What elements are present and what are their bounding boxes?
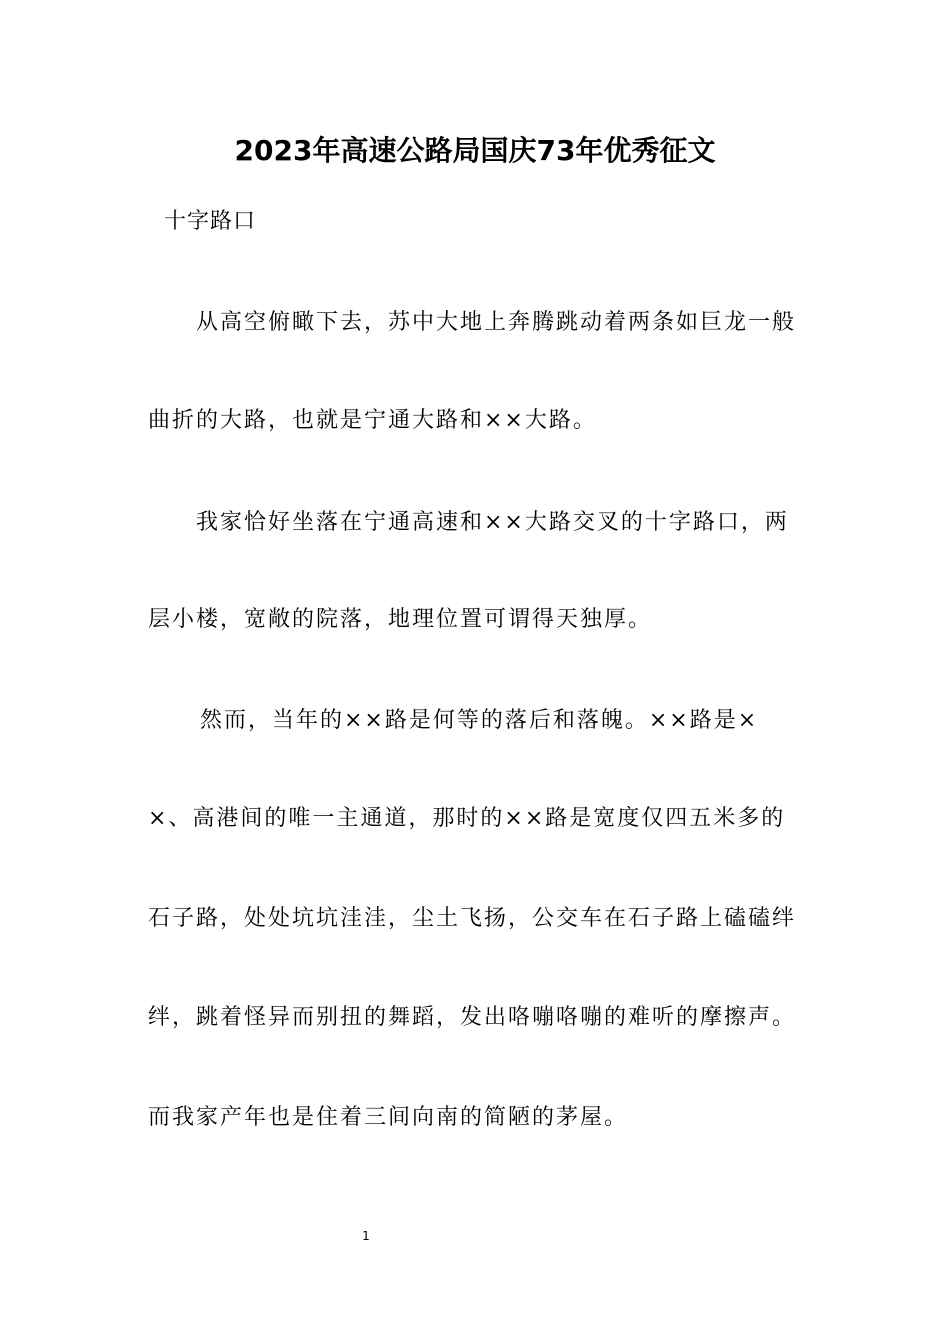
paragraph-1-line-2: 曲折的大路，也就是宁通大路和××大路。 bbox=[148, 408, 597, 433]
paragraph-2-line-2: 层小楼，宽敞的院落，地理位置可谓得天独厚。 bbox=[148, 607, 653, 632]
paragraph-1-line-1: 从高空俯瞰下去，苏中大地上奔腾跳动着两条如巨龙一般 bbox=[196, 310, 797, 335]
paragraph-3-line-3: 石子路，处处坑坑洼洼，尘土飞扬，公交车在石子路上磕磕绊 bbox=[148, 906, 797, 931]
document-title: 2023年高速公路局国庆73年优秀征文 bbox=[234, 134, 716, 167]
paragraph-3-line-5: 而我家产年也是住着三间向南的简陋的茅屋。 bbox=[148, 1105, 629, 1130]
page-number: 1 bbox=[362, 1229, 370, 1243]
section-heading: 十字路口 bbox=[164, 209, 257, 234]
paragraph-3-line-4: 绊，跳着怪异而别扭的舞蹈，发出咯嘣咯嘣的难听的摩擦声。 bbox=[148, 1005, 797, 1030]
paragraph-3-line-2: ×、高港间的唯一主通道，那时的××路是宽度仅四五米多的 bbox=[148, 806, 786, 831]
paragraph-2-line-1: 我家恰好坐落在宁通高速和××大路交叉的十字路口，两 bbox=[196, 510, 789, 535]
paragraph-3-line-1: 然而，当年的××路是何等的落后和落魄。××路是× bbox=[200, 708, 759, 733]
